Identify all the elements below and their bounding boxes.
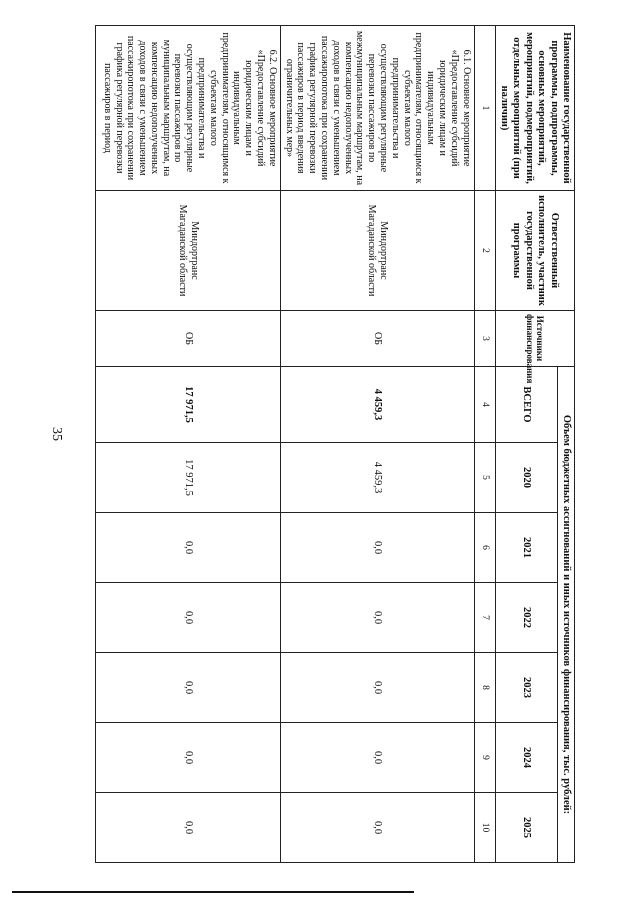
executor: Миндортранс Магаданской области	[95, 191, 280, 311]
rotated-table-container	[87, 25, 575, 862]
column-number: 7	[474, 583, 495, 653]
footer-rule	[12, 891, 414, 893]
year-value: 0,0	[280, 653, 474, 723]
column-number: 8	[474, 653, 495, 723]
year-value: 0,0	[95, 653, 280, 723]
year-value: 4 459,3	[280, 443, 474, 513]
header-year: 2021	[495, 513, 557, 583]
page-number: 35	[49, 427, 64, 441]
header-total: ВСЕГО	[495, 367, 557, 443]
year-value: 0,0	[95, 793, 280, 863]
column-number: 6	[474, 513, 495, 583]
header-col-name: Наименование государственной программы, подпрограммы, основных мероприятий, мероприятий, подмероприятий, отдельных мероприятий (при наличии)	[495, 26, 574, 191]
header-year: 2024	[495, 723, 557, 793]
year-value: 17 971,5	[95, 443, 280, 513]
column-number: 2	[474, 191, 495, 311]
year-value: 0,0	[280, 513, 474, 583]
total-value: 17 971,5	[95, 367, 280, 443]
column-number: 9	[474, 723, 495, 793]
column-number: 4	[474, 367, 495, 443]
executor: Миндортранс Магаданской области	[280, 191, 474, 311]
header-year: 2023	[495, 653, 557, 723]
table-row	[280, 26, 474, 863]
column-number: 5	[474, 443, 495, 513]
year-value: 0,0	[280, 583, 474, 653]
table-row	[95, 26, 280, 863]
funding-source: ОБ	[95, 311, 280, 367]
header-funding: Объем бюджетных ассигнований и иных источников финансирования, тыс. рублей:	[557, 367, 574, 863]
header-row-numbers	[474, 26, 495, 863]
column-number: 1	[474, 26, 495, 191]
header-year: 2020	[495, 443, 557, 513]
header-year: 2022	[495, 583, 557, 653]
total-value: 4 459,3	[280, 367, 474, 443]
year-value: 0,0	[95, 583, 280, 653]
year-value: 0,0	[280, 793, 474, 863]
measure-name: 6.2. Основное мероприятие «Предоставление субсидий юридическим лицам и индивидуальным предпринимателям, относящимся к субъектам малого предпринимательства и осуществляющим регулярные перевозки пассажиров по муниципальным маршрутам, на компенсацию недополученных доходов в связи с уменьшением пассажиропотока при сохранении графика регулярной перевозки пассажиров в период	[95, 26, 280, 191]
header-col-source: Источники финансирования	[495, 311, 574, 367]
column-number: 3	[474, 311, 495, 367]
year-value: 0,0	[95, 513, 280, 583]
header-col-executor: Ответственный исполнитель, участник государственной программы	[495, 191, 574, 311]
header-year: 2025	[495, 793, 557, 863]
funding-table	[95, 25, 575, 863]
funding-source: ОБ	[280, 311, 474, 367]
year-value: 0,0	[95, 723, 280, 793]
year-value: 0,0	[280, 723, 474, 793]
header-row-top	[557, 26, 574, 863]
column-number: 10	[474, 793, 495, 863]
measure-name: 6.1. Основное мероприятие «Предоставление субсидий юридическим лицам и индивидуальным предпринимателям, относящимся к субъектам малого предпринимательства и осуществляющим регулярные перевозки пассажиров по межмуниципальным маршрутам, на компенсацию недополученных доходов в связи с уменьшением пассажиропотока при сохранении графика регулярной перевозки пассажиров в период введения ограничительных мер»	[280, 26, 474, 191]
